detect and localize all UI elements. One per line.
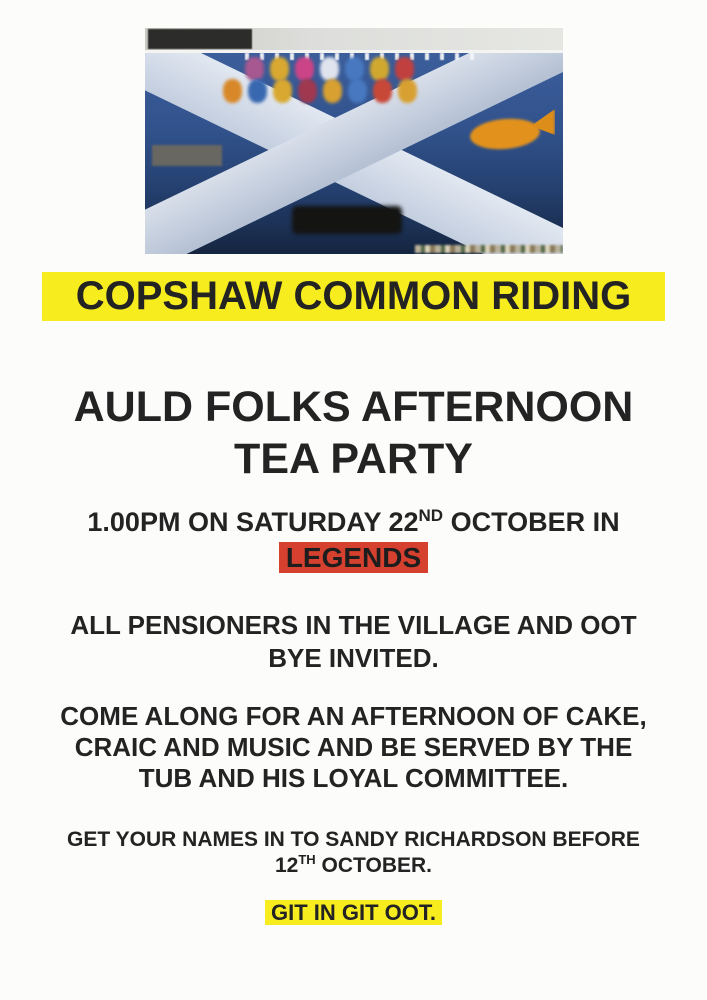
felt-letter-blob — [345, 57, 364, 81]
felt-letter-blob — [395, 57, 414, 81]
felt-letter-blob — [298, 79, 317, 103]
felt-letters-row1 — [245, 57, 414, 81]
event-date-post: OCTOBER IN — [443, 507, 620, 537]
felt-letter-blob — [273, 79, 292, 103]
photo-white-rail — [145, 50, 563, 53]
felt-letter-blob — [248, 79, 267, 103]
photo-bottom-strip — [415, 245, 563, 253]
rsvp-day: 12 — [275, 854, 299, 877]
rsvp-paragraph — [0, 827, 707, 881]
felt-letter-blob — [270, 57, 289, 81]
details-line3: TUB AND HIS LOYAL COMMITTEE. — [138, 763, 569, 793]
felt-letter-blob — [398, 79, 417, 103]
event-heading-line2: TEA PARTY — [234, 435, 473, 483]
felt-letter-blob — [370, 57, 389, 81]
event-date-line — [0, 507, 707, 541]
venue-name: LEGENDS — [285, 542, 422, 573]
page-title: COPSHAW COMMON RIDING — [75, 274, 632, 318]
invitees-line2: BYE INVITED. — [268, 643, 439, 673]
photo-gray-bar — [152, 145, 222, 166]
rsvp-post: OCTOBER. — [315, 854, 432, 877]
details-paragraph — [0, 701, 707, 794]
photo-dark-object — [292, 206, 402, 234]
footer-slogan: GIT IN GIT OOT. — [271, 900, 436, 925]
venue-row — [0, 542, 707, 573]
invitees-paragraph — [0, 609, 707, 675]
photo-dark-bar — [148, 29, 252, 49]
felt-letter-blob — [295, 57, 314, 81]
event-date-pre: 1.00PM ON SATURDAY 22 — [87, 507, 419, 537]
rsvp-line1: GET YOUR NAMES IN TO SANDY RICHARDSON BEFORE — [67, 828, 640, 851]
details-line1: COME ALONG FOR AN AFTERNOON OF CAKE, — [60, 701, 647, 731]
goldfish-icon — [469, 116, 541, 152]
felt-letter-blob — [373, 79, 392, 103]
felt-letter-blob — [323, 79, 342, 103]
footer-highlight-band — [265, 900, 442, 925]
details-line2: CRAIC AND MUSIC AND BE SERVED BY THE — [74, 732, 633, 762]
saltire-flag — [145, 53, 563, 254]
title-highlight-band — [42, 272, 665, 321]
felt-letter-blob — [223, 79, 242, 103]
felt-letter-blob — [348, 79, 367, 103]
event-date-ordinal: ND — [418, 506, 444, 525]
rsvp-ordinal: TH — [298, 852, 316, 867]
event-heading — [0, 381, 707, 485]
rsvp-line2 — [0, 853, 707, 881]
event-heading-line1: AULD FOLKS AFTERNOON — [73, 383, 634, 431]
venue-highlight-band — [279, 542, 428, 573]
saltire-flag-photo — [145, 28, 563, 254]
footer-row — [0, 900, 707, 925]
invitees-line1: ALL PENSIONERS IN THE VILLAGE AND OOT — [70, 610, 637, 640]
felt-letter-blob — [320, 57, 339, 81]
felt-letters-row2 — [223, 79, 417, 103]
felt-letter-blob — [245, 57, 264, 81]
